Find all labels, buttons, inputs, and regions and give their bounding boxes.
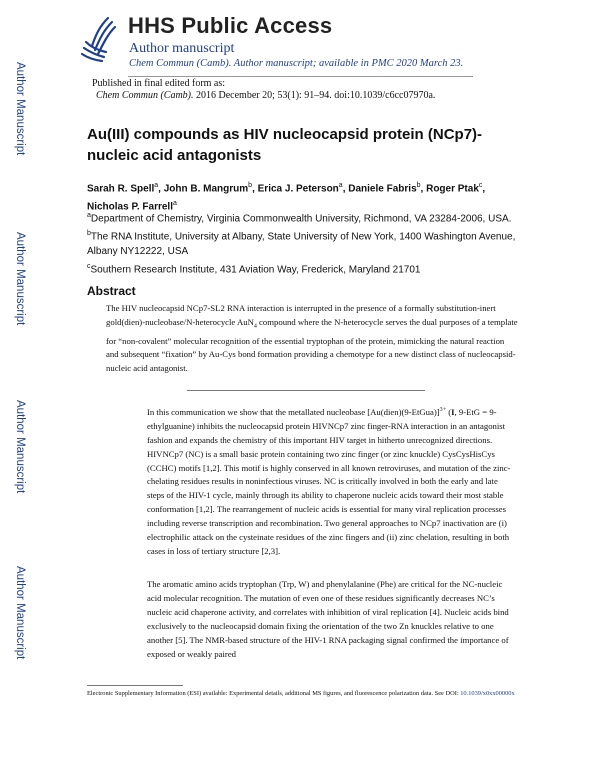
header-rule	[128, 76, 473, 77]
article-title: Au(III) compounds as HIV nucleocapsid protein (NCp7)-nucleic acid antagonists	[87, 126, 483, 164]
abstract-subscript: 4	[253, 323, 257, 330]
footnote-text: Electronic Supplementary Information (ESI) available: Experimental details, additional MS figures, and fluorescence polarization data. See DOI:	[87, 690, 461, 697]
author-name: John B. Mangrum	[163, 183, 249, 195]
body-text: In this communication we show that the metallated nucleobase [Au(dien)(9-EtGua)]	[147, 406, 440, 417]
abstract-text: compound where the N-heterocycle serves the dual purposes of a template for “non-covalent” molecular recognition of the essential tryptophan of the protein, mimicking the natural reaction and subsequent “fixation” by Au-Cys bond formation providing a chemotype for a new distinct class of nucleocapsid-nucleic acid antagonist.	[106, 316, 518, 374]
header-title: HHS Public Access	[128, 13, 333, 38]
author-separator: ,	[482, 183, 486, 195]
charge-superscript: 3+	[439, 407, 447, 413]
author-name: Roger Ptak	[426, 183, 479, 195]
body-text: (	[446, 406, 452, 417]
citation	[96, 90, 435, 101]
author-affiliation-mark: a	[338, 182, 343, 189]
author-name: Daniele Fabris	[348, 183, 417, 195]
affiliation-mark: a	[87, 212, 91, 219]
affiliation	[87, 208, 527, 226]
author-affiliation-mark: c	[478, 182, 483, 189]
author-affiliation-mark: b	[248, 182, 253, 189]
hhs-eagle-logo	[78, 12, 118, 64]
abstract-body	[106, 302, 518, 376]
author-affiliation-mark: b	[416, 182, 421, 189]
abstract-text: The HIV nucleocapsid NCp7-SL2 RNA interaction is interrupted in the presence of a formally substitution-inert gold(dien)-nucleobase/N-heterocycle AuN	[106, 303, 496, 327]
side-label-author-manuscript: Author Manuscript	[14, 400, 26, 494]
citation-details: 2016 December 20; 53(1): 91–94. doi:10.1039/c6cc07970a.	[193, 90, 436, 101]
side-label-author-manuscript: Author Manuscript	[14, 566, 26, 660]
journal-availability: Chem Commun (Camb). Author manuscript; available in PMC 2020 March 23.	[129, 58, 464, 69]
body-text: , 9-EtG = 9-ethylguanine) inhibits the nucleocapsid protein HIVNCp7 zinc finger-RNA interaction in an antagonist fashion and expands the chemistry of this important HIV target in hitherto unrecognized directions. HIVNCp7 (NC) is a small basic protein containing two zinc finger (or zinc knuckle) CysCysHisCys (CCHC) motifs [1,2]. This motif is highly conserved in all known retroviruses, and mutation of the zinc-chelating residues results in noninfectious viruses. NC is critically involved in both the early and late steps of the HIV-1 cycle, mainly through its ability to chaperone nucleic acids toward their most stable conformation [1,2]. The rearrangement of nucleic acids is essential for many viral replication processes including reverse transcription and recombination. Two general approaches to NCp7 inactivation are (i) electrophilic attack on the cysteinate residues of the zinc fingers and (ii) zinc chelation, resulting in both cases in loss of tertiary structure [2,3].	[147, 406, 511, 556]
affiliation-text: Department of Chemistry, Virginia Commonwealth University, Richmond, VA 23284-2006, USA.	[90, 213, 512, 225]
footnote	[87, 689, 527, 699]
author-affiliation-mark: a	[172, 200, 177, 208]
author-affiliation-mark: a	[154, 182, 159, 189]
author-separator: ,	[342, 183, 349, 195]
compound-label: I	[451, 406, 455, 417]
author-name: Sarah R. Spell	[87, 183, 155, 195]
author-name: Nicholas P. Farrell	[87, 201, 173, 213]
footnote-divider	[87, 685, 183, 686]
side-label-author-manuscript: Author Manuscript	[14, 62, 26, 156]
citation-journal: Chem Commun (Camb).	[96, 90, 194, 101]
footnote-doi-link[interactable]: 10.1039/x0xx00000x	[460, 690, 515, 697]
abstract-heading: Abstract	[87, 284, 136, 298]
author-separator: ,	[158, 183, 164, 195]
author-separator: ,	[420, 183, 427, 195]
affiliation-mark: c	[87, 263, 91, 270]
affiliation-mark: b	[87, 230, 91, 237]
side-label-author-manuscript: Author Manuscript	[14, 232, 26, 326]
abstract-divider	[187, 390, 425, 391]
affiliation-text: Southern Research Institute, 431 Aviation Way, Frederick, Maryland 21701	[90, 264, 421, 276]
body-paragraph: The aromatic amino acids tryptophan (Trp, W) and phenylalanine (Phe) are critical for the NC-nucleic acid molecular recognition. The mutation of even one of these residues significantly decreases NC’s nucleic acid chaperone activity, and correlates with inhibition of viral replication [4]. Nucleic acids bind exclusively to the nucleocapsid domain fixing the orientation of the two Zn knuckles relative to one another [5]. The NMR-based structure of the HIV-1 RNA packaging signal confirmed the importance of exposed or weakly paired	[147, 579, 509, 659]
published-label: Published in final edited form as:	[92, 78, 226, 89]
header-subtitle: Author manuscript	[129, 41, 235, 56]
header-journal-line	[129, 58, 463, 69]
body-paragraph	[147, 404, 517, 559]
author-separator: ,	[252, 183, 258, 195]
affiliation	[87, 226, 527, 259]
affiliation-text: The RNA Institute, University at Albany, State University of New York, 1400 Washington Avenue, Albany NY12222, USA	[87, 231, 516, 258]
author-name: Erica J. Peterson	[257, 183, 339, 195]
affiliation	[87, 259, 527, 277]
